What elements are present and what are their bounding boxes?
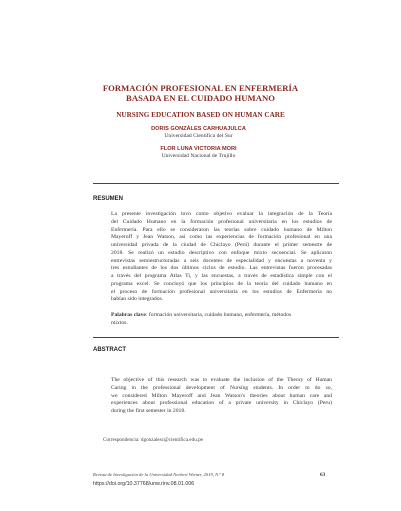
article-subtitle: NURSING EDUCATION BASED ON HUMAN CARE <box>116 111 285 119</box>
resumen-line: 2018. Se realizó un estudio descriptivo con enfoque mixto secuencial. Se aplicaron <box>111 249 332 256</box>
resumen-line: tres estudiantes de los dos últimos ciclos de estudio. Las entrevistas fueron procesadas <box>111 265 332 272</box>
section-divider-top <box>93 183 339 184</box>
article-title-line-2: BASADA EN EL CUIDADO HUMANO <box>126 93 275 103</box>
resumen-line: La presente investigación tuvo como objetivo evaluar la integración de la Teoría <box>111 211 332 217</box>
abstract-body <box>111 377 332 416</box>
resumen-body <box>111 211 332 304</box>
keywords-label: Palabras clave <box>111 312 146 318</box>
resumen-line: programa excel. Se concluyó que los principios de la teoría del cuidado humano en <box>111 280 332 287</box>
resumen-line: Enfermería. Para ello se consideraron las teorías sobre cuidado humano de Milton <box>111 226 332 233</box>
keywords-text: : formación universitaria, cuidado humano, enfermería, métodos <box>145 312 292 318</box>
resumen-heading: RESUMEN <box>93 196 124 202</box>
doi-link[interactable]: https://doi.org/10.37768/unw.rinv.08.01.006 <box>93 481 195 487</box>
resumen-line: del Cuidado Humano en la formación profesional universitaria en los estudios de <box>111 218 332 225</box>
page-number: 63 <box>320 472 326 478</box>
author-name-1: DORIS GONZÁLES CARHUAJULCA <box>151 126 246 132</box>
article-title-line-1: FORMACIÓN PROFESIONAL EN ENFERMERÍA <box>102 83 299 93</box>
abstract-line: we considered Milton Mayeroff and Jean Watson's theories about human care and <box>111 392 332 399</box>
author-affiliation-1: Universidad Científica del Sur <box>164 133 233 139</box>
keywords-line-1 <box>111 312 332 320</box>
resumen-line: entrevistas semiestructuradas a seis docentes de especialidad y encuestas a noventa y <box>111 257 332 264</box>
abstract-heading: ABSTRACT <box>93 347 126 353</box>
resumen-line: universidad privada de la ciudad de Chiclayo (Perú) durante el primer semestre de <box>111 242 332 248</box>
journal-citation: Revista de Investigación de la Universidad Norbert Wiener, 2019, N.º 8 <box>93 472 225 477</box>
author-affiliation-2: Universidad Nacional de Trujillo <box>161 153 236 159</box>
section-divider-bottom <box>93 337 339 338</box>
keywords-block <box>111 312 332 328</box>
resumen-line: a través del programa Atlas Ti, y las encuestas, a través de estadística simple con el <box>111 273 332 279</box>
abstract-line: experiences about professional education of a private university in Chiclayo (Peru) <box>111 400 332 407</box>
abstract-line: during the first semester in 2018. <box>111 408 186 414</box>
resumen-line: habían sido integrados. <box>111 296 164 303</box>
author-name-2: FLOR LUNA VICTORIA MORI <box>160 146 237 152</box>
correspondence-email: Correspondencia: dgonzalesc@cientifica.edu.pe <box>103 437 203 443</box>
abstract-line: The objective of this research was to evaluate the inclusion of the Theory of Human <box>111 377 332 383</box>
keywords-line-2: mixtos. <box>111 319 128 326</box>
resumen-line: el proceso de formación profesional universitaria en los estudios de Enfermería no <box>111 288 332 295</box>
abstract-line: Caring in the professional development of Nursing students. In order to do so, <box>111 384 332 391</box>
resumen-line: Mayeroff y Jean Watson, así como las experiencias de formación profesional en una <box>111 234 332 241</box>
